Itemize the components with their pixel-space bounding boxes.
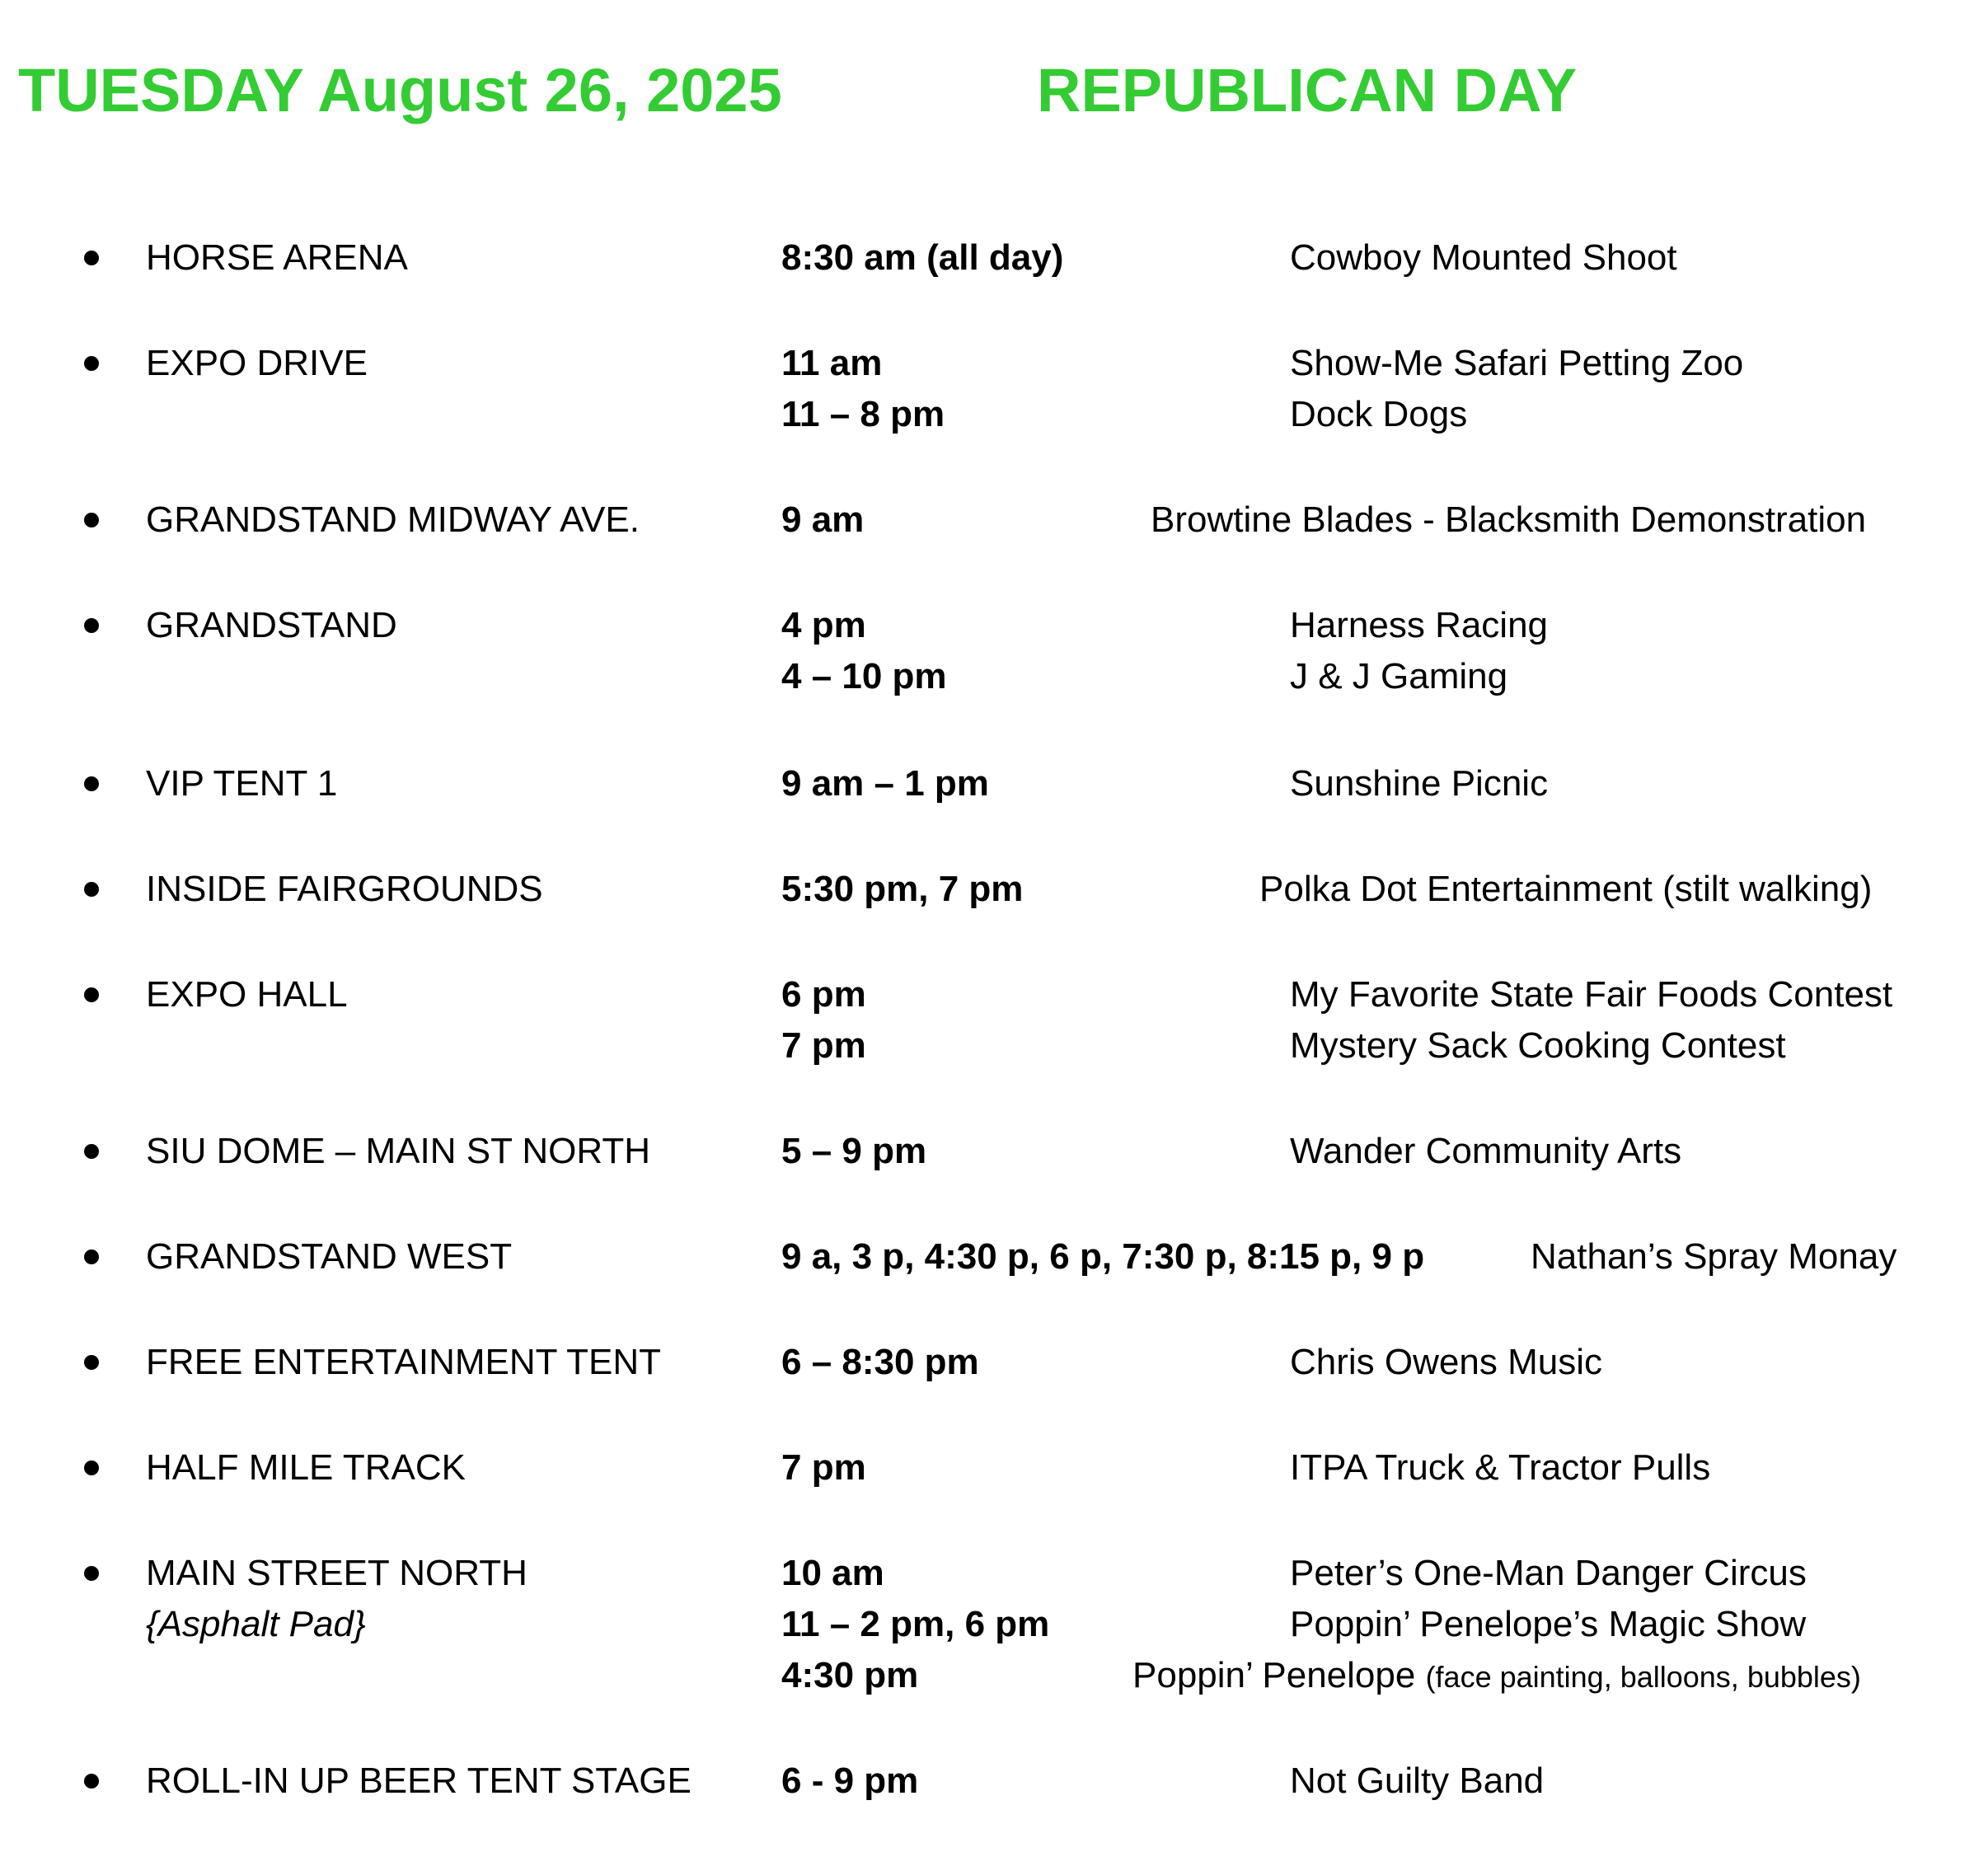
entry-location: VIP TENT 1 [146,763,338,804]
entry-time: 9 am [781,499,865,540]
entry-location: INSIDE FAIRGROUNDS [146,869,543,909]
header-date: TUESDAY August 26, 2025 [18,56,782,124]
entry-event: Harness Racing [1290,605,1549,645]
entry-location: FREE ENTERTAINMENT TENT [146,1342,662,1382]
bullet-icon [84,513,99,527]
bullet-icon [84,882,99,897]
entry-event: Show-Me Safari Petting Zoo [1290,343,1744,383]
entry-time: 5 – 9 pm [781,1131,927,1171]
page-header [0,49,1988,132]
entry-event: Cowboy Mounted Shoot [1290,237,1677,278]
entry-event [1132,1650,1861,1703]
bullet-icon [84,618,99,633]
entry-event-note: (face painting, balloons, bubbles) [1425,1660,1861,1694]
entry-time: 7 pm [781,1447,866,1488]
entry-event: Dock Dogs [1290,394,1468,434]
entry-time: 7 pm [781,1025,866,1066]
entry-time: 6 pm [781,974,866,1015]
entry-time: 9 a, 3 p, 4:30 p, 6 p, 7:30 p, 8:15 p, 9 p [781,1236,1425,1277]
entry-event: Mystery Sack Cooking Contest [1290,1025,1786,1066]
bullet-icon [84,1144,99,1159]
entry-time: 5:30 pm, 7 pm [781,869,1024,909]
bullet-icon [84,1250,99,1264]
entry-time: 8:30 am (all day) [781,237,1064,278]
entry-sublocation: {Asphalt Pad} [146,1604,366,1644]
entry-event: Polka Dot Entertainment (stilt walking) [1259,869,1873,909]
entry-time: 4 – 10 pm [781,656,947,696]
entry-location: HORSE ARENA [146,237,408,278]
entry-time: 6 - 9 pm [781,1761,919,1801]
entry-location: ROLL-IN UP BEER TENT STAGE [146,1761,692,1801]
entry-event: Wander Community Arts [1290,1131,1682,1171]
entry-location: MAIN STREET NORTH [146,1553,527,1593]
bullet-icon [84,1461,99,1475]
entry-event: ITPA Truck & Tractor Pulls [1290,1447,1711,1488]
bullet-icon [84,1774,99,1789]
entry-event: Poppin’ Penelope’s Magic Show [1290,1604,1807,1644]
entry-event: My Favorite State Fair Foods Contest [1290,974,1893,1015]
entry-event: Chris Owens Music [1290,1342,1602,1382]
bullet-icon [84,356,99,371]
bullet-icon [84,776,99,791]
entry-time: 11 – 2 pm, 6 pm [781,1604,1050,1644]
entry-time: 4 pm [781,605,866,645]
bullet-icon [84,1566,99,1581]
entry-location: EXPO DRIVE [146,343,368,383]
entry-event: Nathan’s Spray Monay [1531,1236,1897,1277]
entry-location: GRANDSTAND WEST [146,1236,513,1277]
bullet-icon [84,1355,99,1370]
entry-location: EXPO HALL [146,974,348,1015]
entry-location: GRANDSTAND MIDWAY AVE. [146,499,640,540]
entry-time: 6 – 8:30 pm [781,1342,979,1382]
entry-time: 9 am – 1 pm [781,763,989,804]
entry-event: Not Guilty Band [1290,1761,1545,1801]
entry-time: 11 am [781,343,883,383]
bullet-icon [84,987,99,1002]
entry-location: SIU DOME – MAIN ST NORTH [146,1131,651,1171]
entry-event: J & J Gaming [1290,656,1508,696]
header-day-name: REPUBLICAN DAY [1037,56,1578,124]
entry-event: Sunshine Picnic [1290,763,1549,804]
entry-time: 4:30 pm [781,1655,919,1695]
entry-time: 11 – 8 pm [781,394,945,434]
entry-location: GRANDSTAND [146,605,397,645]
entry-event: Peter’s One-Man Danger Circus [1290,1553,1807,1593]
bullet-icon [84,251,99,265]
entry-event: Browtine Blades - Blacksmith Demonstration [1151,499,1867,540]
entry-time: 10 am [781,1553,884,1593]
entry-event-main: Poppin’ Penelope [1132,1655,1416,1695]
entry-location: HALF MILE TRACK [146,1447,466,1488]
